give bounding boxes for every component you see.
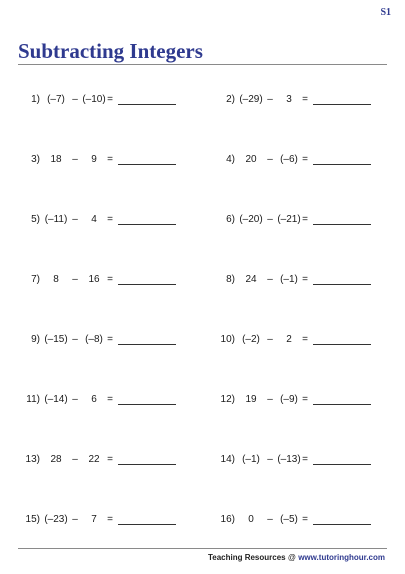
problem-item [20, 273, 185, 287]
subtrahend: (–8) [85, 334, 103, 345]
minus-sign: – [267, 214, 273, 225]
equals-sign: = [302, 394, 308, 405]
minuend: (–29) [239, 94, 263, 105]
answer-blank[interactable] [313, 164, 371, 165]
answer-blank[interactable] [118, 224, 176, 225]
minuend: 24 [245, 274, 257, 285]
minus-sign: – [72, 514, 78, 525]
problem-number: 12) [220, 394, 235, 405]
minus-sign: – [72, 154, 78, 165]
minuend: 28 [50, 454, 62, 465]
subtrahend: (–5) [280, 514, 298, 525]
answer-blank[interactable] [118, 344, 176, 345]
footer-brand: Teaching Resources [207, 553, 286, 562]
minuend: (–15) [44, 334, 68, 345]
equals-sign: = [107, 334, 113, 345]
equals-sign: = [107, 394, 113, 405]
set-code: S1 [380, 7, 391, 18]
equals-sign: = [302, 94, 308, 105]
answer-blank[interactable] [118, 464, 176, 465]
problem-item [215, 393, 380, 407]
answer-blank[interactable] [118, 404, 176, 405]
problem-number: 16) [220, 514, 235, 525]
minus-sign: – [72, 274, 78, 285]
answer-blank[interactable] [313, 404, 371, 405]
problem-number: 11) [26, 394, 40, 405]
problem-item [215, 513, 380, 527]
problem-item [215, 213, 380, 227]
problem-item [215, 333, 380, 347]
subtrahend: 22 [88, 454, 100, 465]
problem-number: 10) [220, 334, 235, 345]
problem-number: 14) [220, 454, 235, 465]
minus-sign: – [267, 514, 273, 525]
problem-number: 1) [31, 94, 40, 105]
equals-sign: = [107, 154, 113, 165]
subtrahend: (–9) [280, 394, 298, 405]
equals-sign: = [107, 454, 113, 465]
subtrahend: (–13) [277, 454, 301, 465]
problem-number: 9) [31, 334, 40, 345]
problem-item [20, 333, 185, 347]
minuend: (–11) [44, 214, 68, 225]
minus-sign: – [267, 94, 273, 105]
problem-item [20, 153, 185, 167]
minuend: (–14) [44, 394, 68, 405]
subtrahend: 3 [286, 94, 292, 105]
equals-sign: = [302, 214, 308, 225]
equals-sign: = [302, 514, 308, 525]
equals-sign: = [107, 514, 113, 525]
subtrahend: 2 [286, 334, 292, 345]
problem-item [215, 453, 380, 467]
answer-blank[interactable] [313, 224, 371, 225]
minuend: 19 [245, 394, 257, 405]
minus-sign: – [267, 334, 273, 345]
equals-sign: = [107, 274, 113, 285]
problem-number: 8) [226, 274, 235, 285]
subtrahend: (–10) [82, 94, 106, 105]
footer-site-link[interactable]: www.tutoringhour.com [298, 553, 385, 562]
problem-item [20, 393, 185, 407]
subtrahend: 16 [88, 274, 100, 285]
equals-sign: = [107, 94, 113, 105]
problem-number: 4) [226, 154, 235, 165]
problem-number: 5) [31, 214, 40, 225]
problem-item [20, 93, 185, 107]
equals-sign: = [302, 334, 308, 345]
answer-blank[interactable] [118, 164, 176, 165]
subtrahend: (–6) [280, 154, 298, 165]
problem-item [20, 513, 185, 527]
footer-divider [18, 548, 387, 549]
equals-sign: = [302, 454, 308, 465]
minus-sign: – [72, 94, 78, 105]
problem-item [215, 153, 380, 167]
minus-sign: – [72, 214, 78, 225]
minus-sign: – [72, 454, 78, 465]
problem-item [20, 453, 185, 467]
equals-sign: = [302, 154, 308, 165]
answer-blank[interactable] [313, 464, 371, 465]
equals-sign: = [107, 214, 113, 225]
answer-blank[interactable] [313, 524, 371, 525]
answer-blank[interactable] [118, 524, 176, 525]
minuend: (–2) [242, 334, 260, 345]
problem-item [215, 93, 380, 107]
answer-blank[interactable] [118, 104, 176, 105]
problem-number: 7) [31, 274, 40, 285]
problem-number: 6) [226, 214, 235, 225]
minuend: (–1) [242, 454, 260, 465]
problem-number: 13) [25, 454, 40, 465]
minuend: (–23) [44, 514, 68, 525]
subtrahend: 9 [91, 154, 97, 165]
minus-sign: – [72, 334, 78, 345]
footer-credit [208, 553, 385, 562]
problem-item [20, 213, 185, 227]
answer-blank[interactable] [313, 284, 371, 285]
problem-number: 15) [25, 514, 40, 525]
minuend: 20 [245, 154, 257, 165]
subtrahend: 6 [91, 394, 97, 405]
answer-blank[interactable] [313, 344, 371, 345]
minus-sign: – [267, 154, 273, 165]
problem-number: 2) [226, 94, 235, 105]
minuend: (–20) [239, 214, 263, 225]
minus-sign: – [267, 454, 273, 465]
minuend: 18 [50, 154, 62, 165]
answer-blank[interactable] [118, 284, 176, 285]
footer-separator: @ [285, 553, 299, 562]
minus-sign: – [267, 274, 273, 285]
answer-blank[interactable] [313, 104, 371, 105]
problem-item [215, 273, 380, 287]
minus-sign: – [267, 394, 273, 405]
subtrahend: (–21) [277, 214, 301, 225]
subtrahend: 4 [91, 214, 97, 225]
subtrahend: (–1) [280, 274, 298, 285]
minuend: (–7) [47, 94, 65, 105]
worksheet-title: Subtracting Integers [18, 39, 203, 63]
subtrahend: 7 [91, 514, 97, 525]
problem-number: 3) [31, 154, 40, 165]
minuend: 8 [53, 274, 59, 285]
equals-sign: = [302, 274, 308, 285]
minuend: 0 [248, 514, 254, 525]
minus-sign: – [72, 394, 78, 405]
